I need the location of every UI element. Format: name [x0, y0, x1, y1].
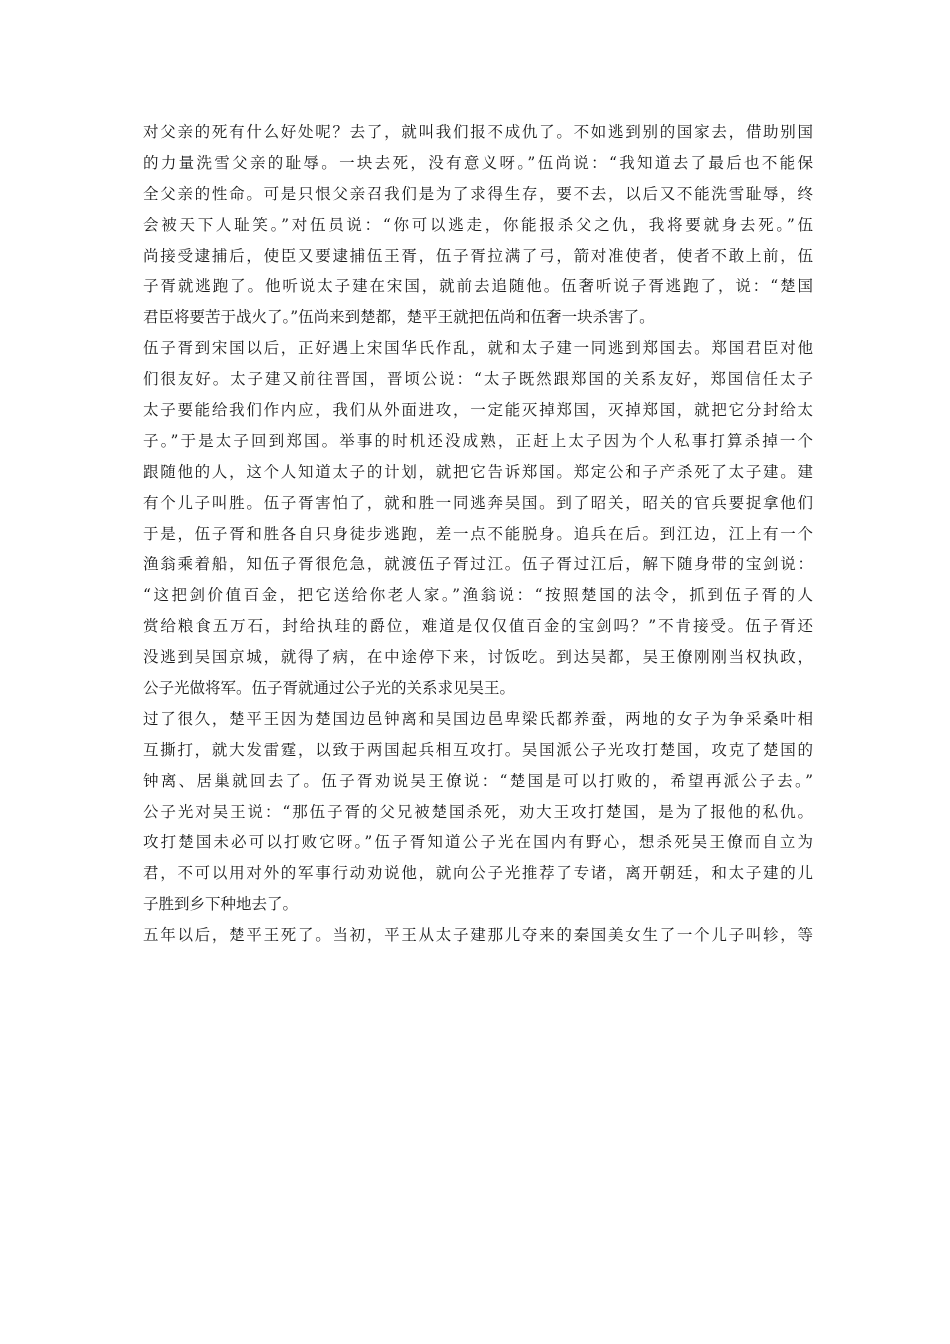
- text-line: 过了很久，楚平王因为楚国边邑钟离和吴国边邑卑梁氏都养蚕，两地的女子为争采桑叶相: [143, 709, 813, 728]
- text-line: 子胥就逃跑了。他听说太子建在宋国，就前去追随他。伍奢听说子胥逃跑了，说：“楚国: [143, 277, 813, 296]
- text-line: 对父亲的死有什么好处呢？去了，就叫我们报不成仇了。不如逃到别的国家去，借助别国: [143, 123, 813, 141]
- text-line: 没逃到吴国京城，就得了病，在中途停下来，讨饭吃。到达吴都，吴王僚刚刚当权执政，: [143, 648, 813, 667]
- text-line: 互撕打，就大发雷霆，以致于两国起兵相互攻打。吴国派公子光攻打楚国，攻克了楚国的: [143, 740, 813, 759]
- text-line: 尚接受逮捕后，使臣又要逮捕伍王胥，伍子胥拉满了弓，箭对准使者，使者不敢上前，伍: [143, 246, 813, 265]
- paragraph-4: [143, 920, 813, 951]
- text-line: 于是，伍子胥和胜各自只身徒步逃跑，差一点不能脱身。追兵在后。到江边，江上有一个: [143, 524, 813, 543]
- text-line: “这把剑价值百金，把它送给你老人家。”渔翁说：“按照楚国的法令，抓到伍子胥的人: [143, 586, 813, 605]
- text-line: 伍子胥到宋国以后，正好遇上宋国华氏作乱，就和太子建一同逃到郑国去。郑国君臣对他: [143, 339, 813, 358]
- text-line: 公子光对吴王说：“那伍子胥的父兄被楚国杀死，劝大王攻打楚国，是为了报他的私仇。: [143, 802, 813, 821]
- text-line: 君臣将要苦于战火了。”伍尚来到楚都，楚平王就把伍尚和伍奢一块杀害了。: [143, 308, 655, 327]
- text-line: 太子要能给我们作内应，我们从外面进攻，一定能灭掉郑国，灭掉郑国，就把它分封给太: [143, 401, 813, 420]
- text-line: 的力量洗雪父亲的耻辱。一块去死，没有意义呀。”伍尚说：“我知道去了最后也不能保: [143, 153, 813, 172]
- text-line: 公子光做将军。伍子胥就通过公子光的关系求见吴王。: [143, 679, 516, 698]
- document-body: [143, 117, 813, 951]
- text-line: 渔翁乘着船，知伍子胥很危急，就渡伍子胥过江。伍子胥过江后，解下随身带的宝剑说：: [143, 555, 813, 574]
- text-line: 君，不可以用对外的军事行动劝说他，就向公子光推荐了专诸，离开朝廷，和太子建的儿: [143, 864, 813, 883]
- text-line: 五年以后，楚平王死了。当初，平王从太子建那儿夺来的秦国美女生了一个儿子叫轸，等: [143, 926, 813, 945]
- text-line: 子胜到乡下种地去了。: [143, 895, 299, 914]
- text-line: 跟随他的人，这个人知道太子的计划，就把它告诉郑国。郑定公和子产杀死了太子建。建: [143, 462, 813, 481]
- text-line: 子。”于是太子回到郑国。举事的时机还没成熟，正赶上太子因为个人私事打算杀掉一个: [143, 431, 813, 450]
- text-line: 赏给粮食五万石，封给执珪的爵位，难道是仅仅值百金的宝剑吗？”不肯接受。伍子胥还: [143, 617, 813, 636]
- paragraph-3: [143, 704, 813, 920]
- text-line: 钟离、居巢就回去了。伍子胥劝说吴王僚说：“楚国是可以打败的，希望再派公子去。”: [143, 771, 813, 790]
- text-line: 全父亲的性命。可是只恨父亲召我们是为了求得生存，要不去，以后又不能洗雪耻辱，终: [143, 184, 813, 203]
- text-line: 会被天下人耻笑。”对伍员说：“你可以逃走，你能报杀父之仇，我将要就身去死。”伍: [143, 215, 813, 234]
- paragraph-2: [143, 333, 813, 704]
- paragraph-1: [143, 117, 813, 333]
- text-line: 攻打楚国未必可以打败它呀。”伍子胥知道公子光在国内有野心，想杀死吴王僚而自立为: [143, 833, 813, 852]
- text-line: 们很友好。太子建又前往晋国，晋顷公说：“太子既然跟郑国的关系友好，郑国信任太子: [143, 370, 813, 389]
- text-line: 有个儿子叫胜。伍子胥害怕了，就和胜一同逃奔吴国。到了昭关，昭关的官兵要捉拿他们: [143, 493, 813, 512]
